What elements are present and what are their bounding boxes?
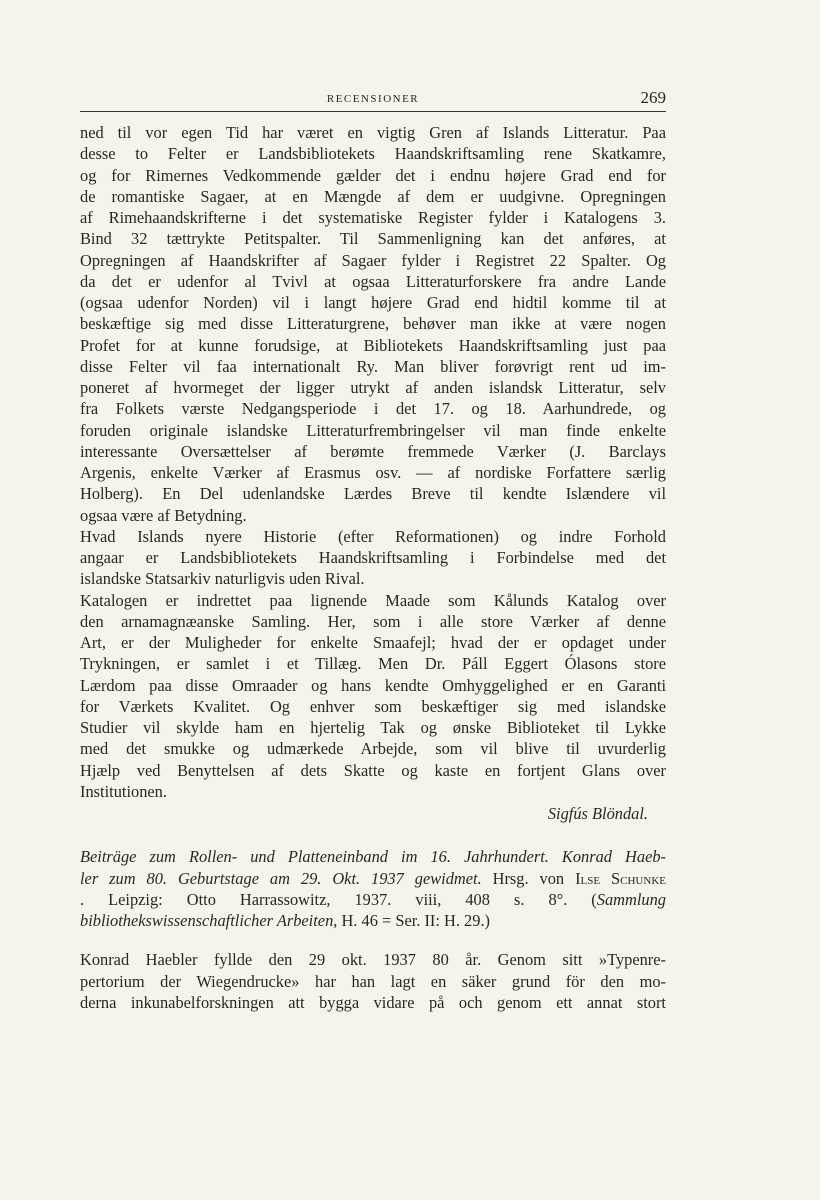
text-line: derna inkunabelforskningen att bygga vidare på och genom ett annat stort (80, 992, 666, 1012)
text-line: Trykningen, er samlet i et Tillæg. Men Dr. Páll Eggert Ólasons store (80, 654, 666, 674)
heading-line (80, 868, 666, 889)
text-line: Hjælp ved Benyttelsen af dets Skatte og kaste en fortjent Glans over (80, 760, 666, 780)
book-title-part: Beiträge zum Rollen- und Platteneinband im 16. Jahrhundert. Konrad Haeb- (80, 847, 666, 867)
review-signature: Sigfús Blöndal. (547, 804, 648, 823)
text-line: foruden originale islandske Litteraturfrembringelser vil man finde enkelte (80, 420, 666, 440)
text-line: ogsaa være af Betydning. (80, 505, 247, 525)
text-line: med det smukke og udmærkede Arbejde, som vil blive til uvurderlig (80, 739, 666, 759)
text-line: Katalogen er indrettet paa lignende Maade som Kålunds Katalog over (80, 590, 666, 610)
heading-line (80, 889, 666, 910)
review1-paragraph-3 (80, 590, 666, 803)
text-line: Profet for at kunne forudsige, at Bibliotekets Haandskriftsamling just paa (80, 335, 666, 355)
header-rule (80, 111, 666, 112)
heading-line (80, 846, 666, 867)
text-line: Hvad Islands nyere Historie (efter Reformationen) og indre Forhold (80, 526, 666, 546)
text-line: pertorium der Wiegendrucke» har han lagt en säker grund för den mo- (80, 971, 666, 991)
book-title-part: ler zum 80. Geburtstage am 29. Okt. 1937 gewidmet. (80, 868, 482, 888)
text-line: de romantiske Sagaer, at en Mængde af dem er uudgivne. Opregningen (80, 186, 666, 206)
text-line: Studier vil skylde ham en hjertelig Tak og ønske Biblioteket til Lykke (80, 718, 666, 737)
text-line: Institutionen. (80, 781, 167, 801)
page-header (80, 88, 666, 110)
text-line: den arnamagnæanske Samling. Her, som i alle store Værker af denne (80, 611, 666, 631)
review1-paragraph-1 (80, 122, 666, 526)
text-line: islandske Statsarkiv naturligvis uden Rival. (80, 569, 365, 589)
text-line: angaar er Landsbibliotekets Haandskriftsamling i Forbindelse med det (80, 548, 666, 567)
text-line: Opregningen af Haandskrifter af Sagaer fylder i Registret 22 Spalter. Og (80, 250, 666, 270)
text-line: for Værkets Kvalitet. Og enhver som beskæftiger sig med islandske (80, 696, 666, 716)
text-line: fra Folkets værste Nedgangsperiode i det 17. og 18. Aarhundrede, og (80, 399, 666, 419)
series-title-part: bibliothekswissenschaftlicher Arbeiten (80, 911, 334, 930)
text-line: Argenis, enkelte Værker af Erasmus osv. — af nordiske Forfattere særlig (80, 463, 666, 482)
text-line: interessante Oversættelser af berømte fremmede Værker (J. Barclays (80, 441, 666, 461)
publication-details: . Leipzig: Otto Harrassowitz, 1937. viii, 408 s. 8°. ( (80, 889, 597, 909)
text-line: og for Rimernes Vedkommende gælder det i endnu højere Grad end for (80, 165, 666, 185)
heading-line (80, 910, 666, 931)
text-line: desse to Felter er Landsbibliotekets Haandskriftsamling rene Skatkamre, (80, 144, 666, 164)
page-number: 269 (640, 88, 666, 107)
text-line: Konrad Haebler fyllde den 29 okt. 1937 80 år. Genom sitt »Typenre- (80, 950, 666, 970)
text-line: beskæftige sig med disse Litteraturgrene, behøver man ikke at være nogen (80, 314, 666, 334)
running-head: RECENSIONER (326, 93, 420, 105)
text-line: (ogsaa udenfor Norden) vil i langt højere Grad end hidtil komme til at (80, 293, 666, 312)
text-line: poneret af hvormeget der ligger utrykt af anden islandsk Litteratur, selv (80, 378, 666, 397)
text-line: Bind 32 tættrykte Petitspalter. Til Sammenligning kan det anføres, at (80, 229, 666, 249)
body-text (80, 122, 666, 1013)
editor-name: Ilse Schunke (575, 868, 666, 888)
review1-paragraph-2 (80, 526, 666, 590)
text-line: disse Felter vil faa internationalt Ry. Man bliver forøvrigt rent ud im- (80, 356, 666, 376)
text-line: af Rimehaandskrifterne i det systematiske Register fylder i Katalogens 3. (80, 208, 666, 227)
text-line: ned til vor egen Tid har været en vigtig Gren af Islands Litteratur. Paa (80, 123, 666, 142)
series-number: , H. 46 = Ser. II: H. 29.) (333, 911, 491, 930)
text-line: Lærdom paa disse Omraader og hans kendte Omhyggelighed er en Garanti (80, 675, 666, 695)
series-title-part: Sammlung (596, 889, 666, 909)
review2-bibliographic-heading (80, 846, 666, 931)
text-line: Holberg). En Del udenlandske Lærdes Breve til kendte Islændere vil (80, 484, 666, 504)
editor-prefix: Hrsg. von (481, 868, 576, 888)
text-line: Art, er der Muligheder for enkelte Smaafejl; hvad der er opdaget under (80, 633, 666, 652)
text-line: da det er udenfor al Tvivl at ogsaa Litteraturforskere fra andre Lande (80, 271, 666, 291)
review2-paragraph-1 (80, 949, 666, 1013)
